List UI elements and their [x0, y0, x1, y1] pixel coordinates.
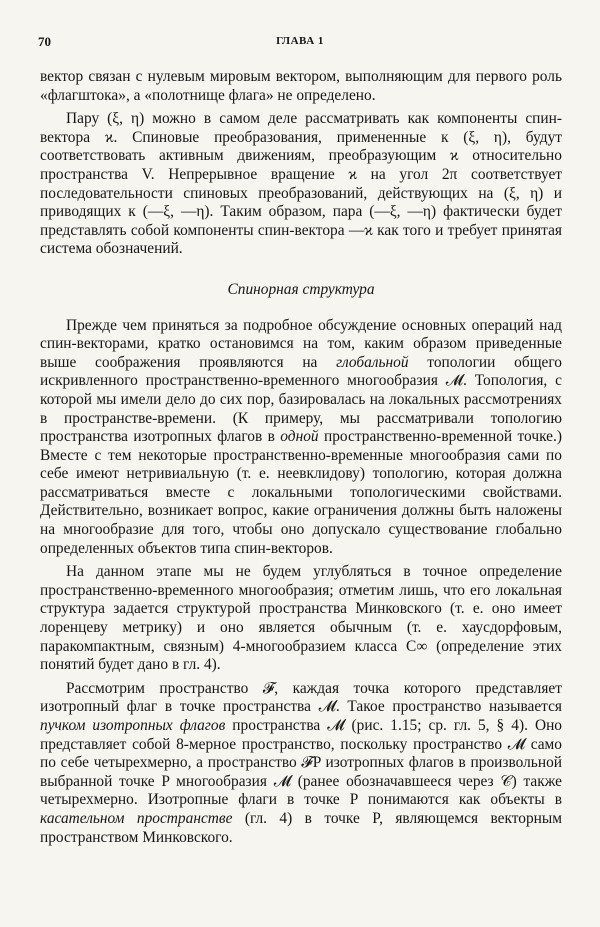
- running-head: ГЛАВА 1: [276, 35, 324, 47]
- page-number: 70: [38, 34, 51, 49]
- paragraph-5: Рассмотрим пространство 𝓕, каждая точка которого представляет изотропный флаг в точке пространства 𝓜. Такое пространство называется пучком изотропных флагов пространства 𝓜 (рис. 1.15; ср. гл. 5, § 4). Оно представляет собой 8-мерное пространство, поскольку пространство 𝓜 само по себе четырехмерно, а пространство 𝓕P изотропных флагов в произвольной выбранной точке P многообразия 𝓜 (ранее обозначавшееся через 𝒞) также четырехмерно. Изотропные флаги в точке P понимаются как объекты в касательном пространстве (гл. 4) в точке P, являющемся векторным пространством Минковского.: [40, 679, 562, 846]
- page-body: [40, 68, 562, 847]
- paragraph-2: Пару (ξ, η) можно в самом деле рассматривать как компоненты спин-вектора ϰ. Спиновые преобразования, примененные к (ξ, η), будут соответствовать активным движениям, преобразующим ϰ относительно пространства V. Непрерывное вращение ϰ на угол 2π соответствует последовательности спиновых преобразований, действующих на (ξ, η) и приводящих к (—ξ, —η). Таким образом, пара (—ξ, —η) фактически будет представлять собой компоненты спин-вектора —ϰ как того и требует принятая система обозначений.: [40, 110, 562, 258]
- section-title: Спинорная структура: [227, 280, 375, 298]
- paragraph-4: На данном этапе мы не будем углубляться в точное определение пространственно-временного многообразия; отметим лишь, что его локальная структура задается структурой пространства Минковского (т. е. оно имеет лоренцеву метрику) и оно является обычным (т. е. хаусдорфовым, паракомпактным, связным) 4-многообразием класса C∞ (определение этих понятий будет дано в гл. 4).: [40, 563, 562, 674]
- paragraph-1: вектор связан с нулевым мировым вектором, выполняющим для первого роль «флагштока», а «полотнище флага» не определено.: [40, 68, 562, 104]
- page-header: [38, 34, 562, 54]
- paragraph-3: Прежде чем приняться за подробное обсуждение основных операций над спин-векторами, кратко остановимся на том, каким образом приведенные выше соображения проявляются на глобальной топологии общего искривленного пространственно-временного многообразия 𝓜. Топология, с которой мы имели дело до сих пор, базировалась на локальных рассмотрениях в пространстве-времени. (К примеру, мы рассматривали топологию пространства изотропных флагов в одной пространственно-временной точке.) Вместе с тем некоторые пространственно-временные многообразия сами по себе имеют нетривиальную (т. е. неевклидову) топологию, которая должна рассматриваться вместе с локальными топологическими свойствами. Действительно, возникает вопрос, какие ограничения должны быть наложены на многообразие для того, чтобы оно допускало существование глобально определенных объектов типа спин-векторов.: [40, 316, 562, 557]
